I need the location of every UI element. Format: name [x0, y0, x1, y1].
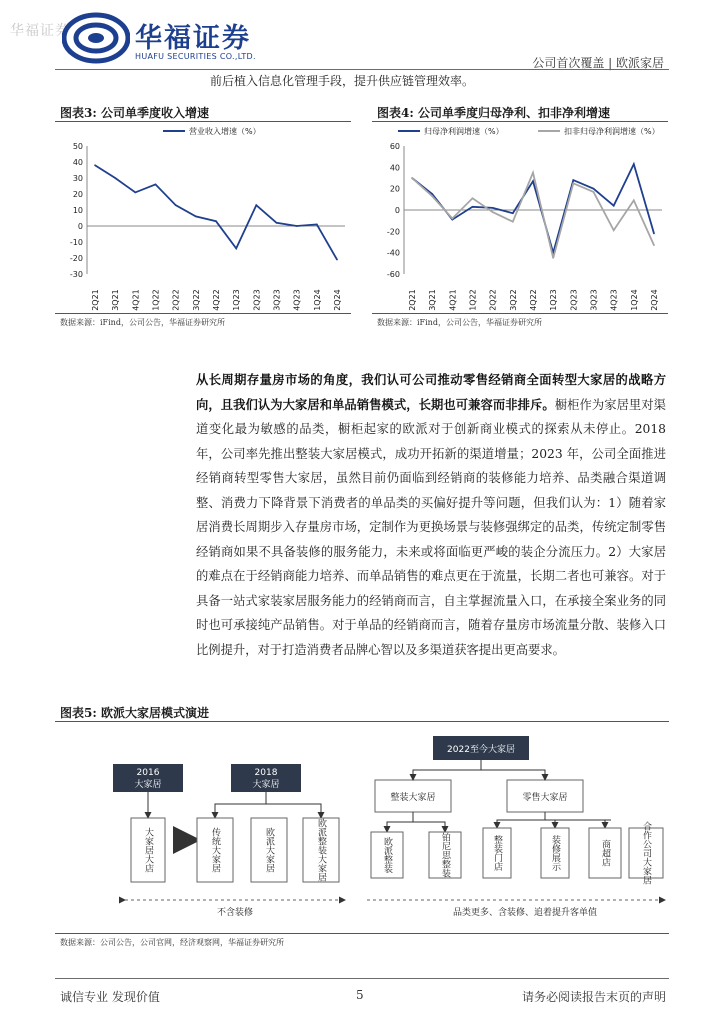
box-lingshou-label: 零售大家居: [522, 793, 568, 803]
note-right: 品类更多、含装修、追着提升客单值: [452, 908, 598, 918]
x-tick-label: 1Q22: [468, 289, 478, 311]
y-tick-label: -60: [386, 270, 400, 279]
x-tick-label: 4Q21: [131, 289, 141, 311]
x-tick-label: 2Q24: [333, 289, 342, 311]
data-point: [472, 206, 474, 208]
y-tick-label: 40: [72, 158, 83, 167]
data-point: [653, 233, 655, 235]
legend-label: 扣非归母净利润增速（%）: [564, 127, 660, 136]
data-point: [175, 204, 177, 206]
figure3-title: 图表3: 公司单季度收入增速: [60, 106, 209, 120]
x-tick-label: 4Q23: [292, 289, 302, 311]
legend-label: 归母净利润增速（%）: [424, 127, 504, 136]
y-tick-label: 0: [394, 206, 400, 215]
y-tick-label: 20: [389, 184, 400, 194]
data-point: [276, 222, 278, 224]
data-point: [492, 207, 494, 209]
box-2018-label-year: 2018: [254, 768, 278, 778]
data-point: [512, 221, 514, 223]
logo-english: HUAFU SECURITIES CO.,LTD.: [135, 52, 256, 61]
data-point: [195, 216, 197, 218]
footer-slogan: 诚信专业 发现价值: [60, 990, 160, 1004]
x-tick-label: 2Q24: [650, 289, 659, 311]
figure4-chart: [372, 122, 672, 312]
body-paragraph: [196, 368, 666, 662]
y-tick-label: 0: [77, 222, 83, 231]
x-tick-label: 3Q22: [508, 289, 518, 311]
data-point: [135, 192, 137, 194]
company-logo: [62, 12, 130, 64]
data-point: [633, 163, 635, 165]
data-point: [573, 179, 575, 181]
x-tick-label: 2Q21: [408, 289, 417, 311]
data-point: [613, 205, 615, 207]
figure4-source: 数据来源：iFind，公司公告，华福证券研究所: [377, 318, 542, 327]
y-tick-label: -40: [386, 248, 400, 258]
body-paragraph-text: 橱柜作为家居里对渠道变化最为敏感的品类，橱柜起家的欧派对于创新商业模式的探索从未停止。2018 年，公司率先推出整装大家居模式，成功开拓新的渠道增量；2023 年，公司全面推进经销商转型零售大家居，虽然目前仍面临到经销商的装修能力培养、品类融合渠道调整、消费力下降背景下消费者的单品类的买偏好提升等问题，但我们认为：1）随着家居消费长周期步入存量房市场，定制作为更换场景与装修强绑定的品类，传统定制零售经销商如果不具备装修的服务能力，未来或将面临更严峻的装企分流压力。2）大家居的难点在于经销商能力培养、而单品销售的难点更在于流量，长期二者也可兼容。对于具备一站式家装家居服务能力的经销商而言，自主掌握流量入口，在承接全案业务的同时也可承接纯产品销售。对于单品的经销商而言，随着存量房市场流量分散、装修入口比例提升，对于打造消费者品牌心智以及多渠道获客提出更高要求。: [196, 397, 666, 657]
note-left: 不含装修: [216, 908, 254, 918]
data-point: [532, 180, 534, 182]
box-hezuo-label: 合作公司大家居: [641, 821, 651, 885]
series-line: [412, 173, 654, 258]
data-point: [593, 191, 595, 193]
data-point: [94, 164, 96, 166]
x-tick-label: 2Q23: [569, 289, 579, 311]
figure4-bottom-rule: [372, 313, 668, 314]
data-point: [431, 195, 433, 197]
x-tick-label: 1Q23: [232, 289, 242, 311]
box-oupai-zhengzhuang-label: 欧派整装: [382, 837, 392, 873]
figure5-title: 图表5: 欧派大家居模式演进: [60, 706, 209, 720]
x-tick-label: 2Q22: [171, 289, 181, 311]
x-tick-label: 3Q21: [111, 289, 121, 311]
x-tick-label: 2Q23: [252, 289, 262, 311]
footer-divider: [55, 978, 669, 979]
x-tick-label: 1Q22: [151, 289, 161, 311]
figure3-bottom-rule: [55, 313, 351, 314]
figure5-source: 数据来源：公司公告，公司官网，经济观察网，华福证券研究所: [60, 938, 284, 947]
data-point: [653, 244, 655, 246]
y-tick-label: -20: [386, 227, 400, 237]
x-tick-label: 1Q23: [549, 289, 559, 311]
data-point: [452, 218, 454, 220]
series-line: [412, 164, 654, 253]
y-tick-label: 40: [389, 163, 400, 173]
intro-line: 前后植入信息化管理手段，提升供应链管理效率。: [210, 74, 475, 88]
x-tick-label: 2Q21: [91, 289, 100, 311]
x-tick-label: 2Q22: [488, 289, 498, 311]
data-point: [492, 211, 494, 213]
data-point: [593, 188, 595, 190]
box-zhengzhuang-mendian-label: 整装门店: [492, 835, 502, 871]
figure5-bottom-rule: [55, 933, 669, 934]
logo-chinese: 华福证券: [135, 23, 251, 54]
box-2016-label: 大家居: [134, 780, 162, 790]
y-tick-label: -20: [69, 254, 83, 263]
figure5-diagram: [55, 722, 669, 932]
box-2022-label: 2022至今大家居: [447, 745, 515, 755]
box-zhengzhuang-label: 整装大家居: [390, 793, 436, 803]
box-2018-label: 大家居: [252, 780, 280, 790]
data-point: [411, 177, 413, 179]
data-point: [573, 183, 575, 185]
x-tick-label: 1Q24: [312, 289, 322, 311]
box-oupai-dajiaju-label: 欧派大家居: [264, 827, 274, 873]
y-tick-label: -30: [69, 270, 83, 279]
x-tick-label: 3Q22: [191, 289, 201, 311]
y-tick-label: 60: [389, 142, 400, 151]
data-point: [155, 184, 157, 186]
watermark: 华福证券: [10, 23, 70, 39]
data-point: [552, 257, 554, 259]
footer-disclaimer: 请务必阅读报告末页的声明: [521, 990, 666, 1004]
x-tick-label: 4Q22: [529, 289, 538, 311]
y-tick-label: -10: [69, 238, 83, 247]
x-tick-label: 3Q21: [428, 289, 438, 311]
figure4-title: 图表4: 公司单季度归母净利、扣非净利增速: [377, 106, 610, 120]
box-oupai-zhengzhuang-dajiaju-label: 欧派整装大家居: [316, 818, 326, 882]
data-point: [633, 200, 635, 202]
data-point: [472, 197, 474, 199]
box-shangchao-label: 商超店: [600, 839, 610, 867]
x-tick-label: 4Q22: [212, 289, 221, 311]
data-point: [235, 248, 237, 250]
box-chuantong-label: 传统大家居: [210, 827, 220, 873]
box-dajiaju-dadian-label: 大家居大店: [143, 827, 153, 873]
data-point: [215, 220, 217, 222]
x-tick-label: 4Q23: [609, 289, 619, 311]
figure3-chart: [55, 122, 355, 312]
header-report-type: 公司首次覆盖 | 欧派家居: [532, 56, 664, 70]
data-point: [114, 177, 116, 179]
x-tick-label: 4Q21: [448, 289, 458, 311]
y-tick-label: 20: [72, 190, 83, 199]
box-zhuangxiu-zhanshi-label: 装修展示: [550, 835, 560, 871]
y-tick-label: 50: [72, 142, 83, 151]
x-tick-label: 3Q23: [589, 289, 599, 311]
page-number: 5: [356, 988, 364, 1002]
legend-label: 营业收入增速（%）: [189, 127, 261, 136]
box-2016-label-year: 2016: [136, 768, 160, 778]
box-bonisi-label: 铂尼思整装: [440, 832, 450, 878]
y-tick-label: 30: [72, 174, 83, 183]
x-tick-label: 1Q24: [629, 289, 639, 311]
data-point: [613, 229, 615, 231]
y-tick-label: 10: [72, 206, 83, 215]
x-tick-label: 3Q23: [272, 289, 282, 311]
data-point: [512, 212, 514, 214]
header-divider: [55, 69, 669, 70]
series-line: [95, 165, 337, 259]
figure3-source: 数据来源：iFind，公司公告，华福证券研究所: [60, 318, 225, 327]
data-point: [336, 259, 338, 261]
data-point: [532, 172, 534, 174]
body-paragraph-bold: 从长周期存量房市场的角度，我们认可公司推动零售经销商全面转型大家居的战略方向，且我们认为大家居和单品销售模式，长期也可兼容而非排斥。: [196, 372, 666, 412]
data-point: [256, 204, 258, 206]
data-point: [296, 225, 298, 227]
data-point: [316, 224, 318, 226]
